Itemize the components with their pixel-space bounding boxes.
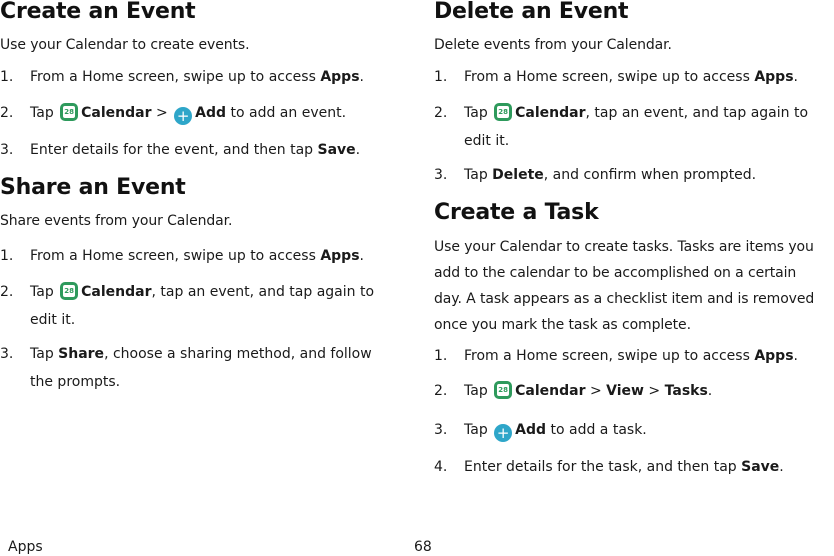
share-event-step-1: 1. From a Home screen, swipe up to access Apps. <box>0 248 364 264</box>
page-number: 68 <box>414 539 432 555</box>
create-task-step-2: 2. Tap 28 Calendar > View > Tasks. <box>434 383 713 399</box>
delete-event-step-3: 3. Tap Delete, and confirm when prompted. <box>434 167 757 183</box>
add-icon: + <box>494 424 512 442</box>
create-event-step-1: 1. From a Home screen, swipe up to access Apps. <box>0 69 364 85</box>
create-task-intro: Use your Calendar to create tasks. Tasks are items you add to the calendar to be accomplished on a certain day. A task appears as a checklist item and is removed once you mark the task as complete. <box>434 239 815 333</box>
create-event-step-3: 3. Enter details for the event, and then tap Save. <box>0 142 361 158</box>
calendar-icon: 28 <box>494 103 512 121</box>
calendar-icon: 28 <box>494 381 512 399</box>
calendar-icon: 28 <box>60 103 78 121</box>
share-event-heading: Share an Event <box>0 175 186 200</box>
create-event-heading: Create an Event <box>0 0 196 24</box>
create-task-step-4: 4. Enter details for the task, and then tap Save. <box>434 459 784 475</box>
share-event-intro: Share events from your Calendar. <box>0 213 233 229</box>
delete-event-heading: Delete an Event <box>434 0 629 24</box>
delete-event-intro: Delete events from your Calendar. <box>434 37 672 53</box>
calendar-icon: 28 <box>60 282 78 300</box>
delete-event-step-1: 1. From a Home screen, swipe up to access Apps. <box>434 69 798 85</box>
delete-event-step-2: 2. Tap 28 Calendar, tap an event, and tap again to edit it. <box>434 105 809 149</box>
create-task-step-3: 3. Tap + Add to add a task. <box>434 422 647 442</box>
add-icon: + <box>174 107 192 125</box>
create-task-heading: Create a Task <box>434 200 599 225</box>
share-event-step-3: 3. Tap Share, choose a sharing method, and follow the prompts. <box>0 346 372 390</box>
create-event-intro: Use your Calendar to create events. <box>0 37 250 53</box>
create-event-step-2: 2. Tap 28 Calendar > + Add to add an event. <box>0 105 347 125</box>
create-task-step-1: 1. From a Home screen, swipe up to access Apps. <box>434 348 798 364</box>
share-event-step-2: 2. Tap 28 Calendar, tap an event, and tap again to edit it. <box>0 284 375 328</box>
footer-section-label: Apps <box>8 539 43 555</box>
